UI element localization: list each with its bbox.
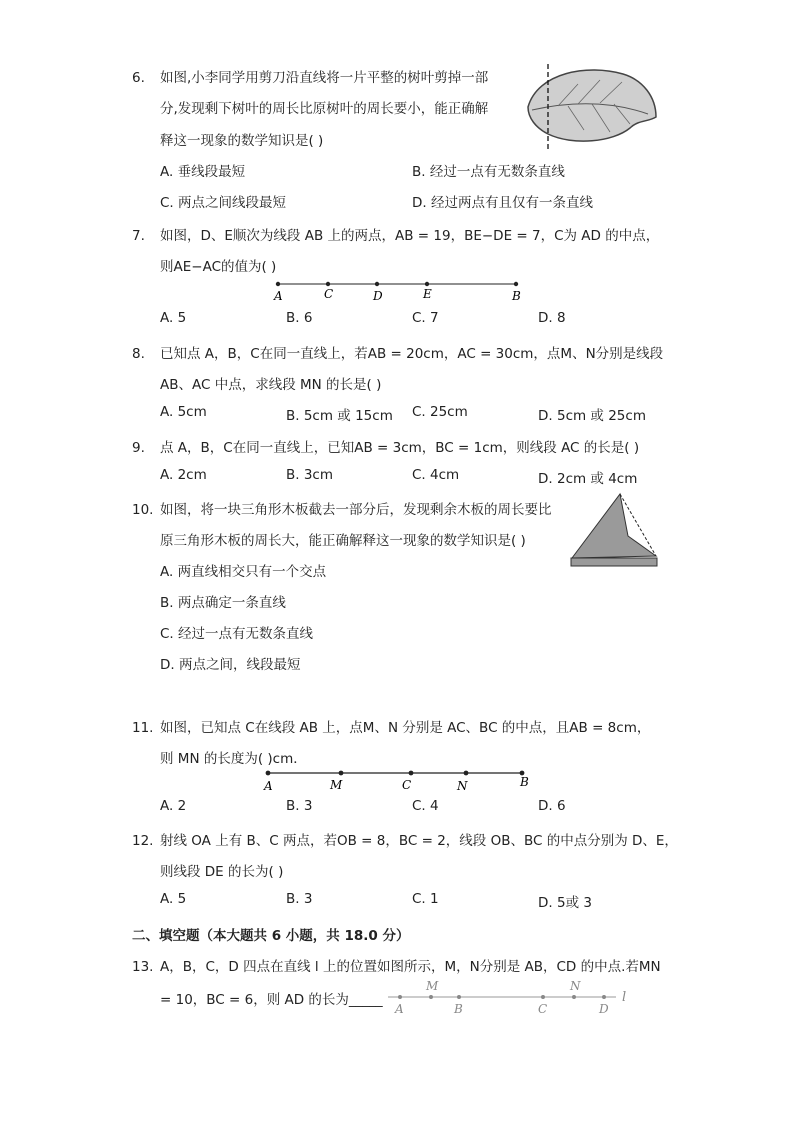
q13-label-m: M (426, 979, 439, 993)
q11-option-c[interactable]: C. 4 (412, 798, 439, 814)
q10-option-c[interactable]: C. 经过一点有无数条直线 (160, 626, 314, 642)
q6-line2: 分,发现剩下树叶的周长比原树叶的周长要小，能正确解 (160, 101, 489, 117)
q9-option-b[interactable]: B. 3cm (286, 467, 334, 483)
q7-segment-figure (268, 278, 528, 304)
q13-line-figure (384, 978, 634, 1018)
q10-option-b[interactable]: B. 两点确定一条直线 (160, 595, 286, 611)
q9-option-d[interactable]: D. 2cm 或 4cm (538, 471, 638, 487)
q11-line2: 则 MN 的长度为( )cm． (160, 751, 307, 767)
leaf-figure (518, 62, 660, 152)
q12-option-d[interactable]: D. 5或 3 (538, 895, 592, 911)
q7-label-c: C (324, 287, 334, 301)
q10-line2: 原三角形木板的周长大，能正确解释这一现象的数学知识是( ) (160, 533, 526, 549)
q13-label-a: A (395, 1002, 404, 1016)
q11-label-b: B (520, 775, 529, 789)
q11-segment-figure (258, 766, 538, 794)
q11-point-a (266, 771, 271, 776)
q7-line1: 7. 如图，D、E顺次为线段 AB 上的两点，AB = 19，BE−DE = 7，C为 AD 的中点， (132, 228, 660, 244)
q8-option-c[interactable]: C. 25cm (412, 404, 468, 420)
q7-label-e: E (423, 287, 432, 301)
q12-line2: 则线段 DE 的长为( ) (160, 864, 284, 880)
q11-label-c: C (402, 778, 412, 792)
q11-option-b[interactable]: B. 3 (286, 798, 313, 814)
q13-label-b: B (454, 1002, 463, 1016)
q7-point-b (514, 282, 518, 286)
q13-label-n: N (570, 979, 581, 993)
q9-option-c[interactable]: C. 4cm (412, 467, 460, 483)
q12-option-b[interactable]: B. 3 (286, 891, 313, 907)
q13-point-d (602, 995, 606, 999)
q12-line1: 12. 射线 OA 上有 B、C 两点，若OB = 8，BC = 2，线段 OB、BC 的中点分别为 D、E， (132, 833, 678, 849)
q11-label-a: A (264, 779, 273, 793)
q13-line1: 13. A，B，C，D 四点在直线 l 上的位置如图所示，M，N分别是 AB，CD 的中点.若MN (132, 959, 661, 975)
q13-point-m (429, 995, 433, 999)
q13-label-d: D (599, 1002, 609, 1016)
q6-option-b[interactable]: B. 经过一点有无数条直线 (412, 164, 565, 180)
q11-point-c (409, 771, 414, 776)
q13-point-n (572, 995, 576, 999)
q13-point-b (457, 995, 461, 999)
q7-point-d (375, 282, 379, 286)
q9-option-a[interactable]: A. 2cm (160, 467, 207, 483)
q7-option-d[interactable]: D. 8 (538, 310, 566, 326)
triangle-board-figure (568, 490, 660, 570)
q7-option-c[interactable]: C. 7 (412, 310, 439, 326)
q10-line1: 10. 如图，将一块三角形木板截去一部分后，发现剩余木板的周长要比 (132, 502, 552, 518)
q13-point-c (541, 995, 545, 999)
q7-option-a[interactable]: A. 5 (160, 310, 187, 326)
q7-point-c (326, 282, 330, 286)
q8-line2: AB、AC 中点，求线段 MN 的长是( ) (160, 377, 382, 393)
q7-point-a (276, 282, 280, 286)
q6-line1: 6. 如图,小李同学用剪刀沿直线将一片平整的树叶剪掉一部 (132, 70, 489, 86)
q13-line-label: l (622, 990, 627, 1005)
q12-option-a[interactable]: A. 5 (160, 891, 187, 907)
q6-option-c[interactable]: C. 两点之间线段最短 (160, 195, 287, 211)
q11-label-n: N (457, 779, 468, 793)
q11-option-a[interactable]: A. 2 (160, 798, 187, 814)
q11-label-m: M (330, 778, 343, 792)
q11-point-n (464, 771, 469, 776)
q7-label-a: A (274, 289, 283, 303)
q7-point-e (425, 282, 429, 286)
q6-option-d[interactable]: D. 经过两点有且仅有一条直线 (412, 195, 593, 211)
q7-label-d: D (373, 289, 383, 303)
q11-option-d[interactable]: D. 6 (538, 798, 566, 814)
q12-option-c[interactable]: C. 1 (412, 891, 439, 907)
q11-line1: 11. 如图，已知点 C在线段 AB 上，点M、N 分别是 AC、BC 的中点，且AB = 8cm， (132, 720, 651, 736)
q8-option-a[interactable]: A. 5cm (160, 404, 207, 420)
q7-label-b: B (512, 289, 521, 303)
q6-line3: 释这一现象的数学知识是( ) (160, 133, 324, 149)
section-heading-fill-in: 二、填空题（本大题共 6 小题，共 18.0 分） (132, 928, 410, 944)
q13-line2: = 10，BC = 6，则 AD 的长为_____ (160, 992, 383, 1008)
q8-option-d[interactable]: D. 5cm 或 25cm (538, 408, 646, 424)
q11-point-m (339, 771, 344, 776)
q13-point-a (398, 995, 402, 999)
q8-line1: 8. 已知点 A，B，C在同一直线上，若AB = 20cm，AC = 30cm，点M、N分别是线段 (132, 346, 664, 362)
q13-label-c: C (538, 1002, 548, 1016)
q6-option-a[interactable]: A. 垂线段最短 (160, 164, 246, 180)
q7-option-b[interactable]: B. 6 (286, 310, 313, 326)
q7-line2: 则AE−AC的值为( ) (160, 259, 277, 275)
q10-option-d[interactable]: D. 两点之间，线段最短 (160, 657, 301, 673)
q10-option-a[interactable]: A. 两直线相交只有一个交点 (160, 564, 327, 580)
q8-option-b[interactable]: B. 5cm 或 15cm (286, 408, 393, 424)
q9-line1: 9. 点 A，B，C在同一直线上，已知AB = 3cm，BC = 1cm，则线段 AC 的长是( ) (132, 440, 640, 456)
